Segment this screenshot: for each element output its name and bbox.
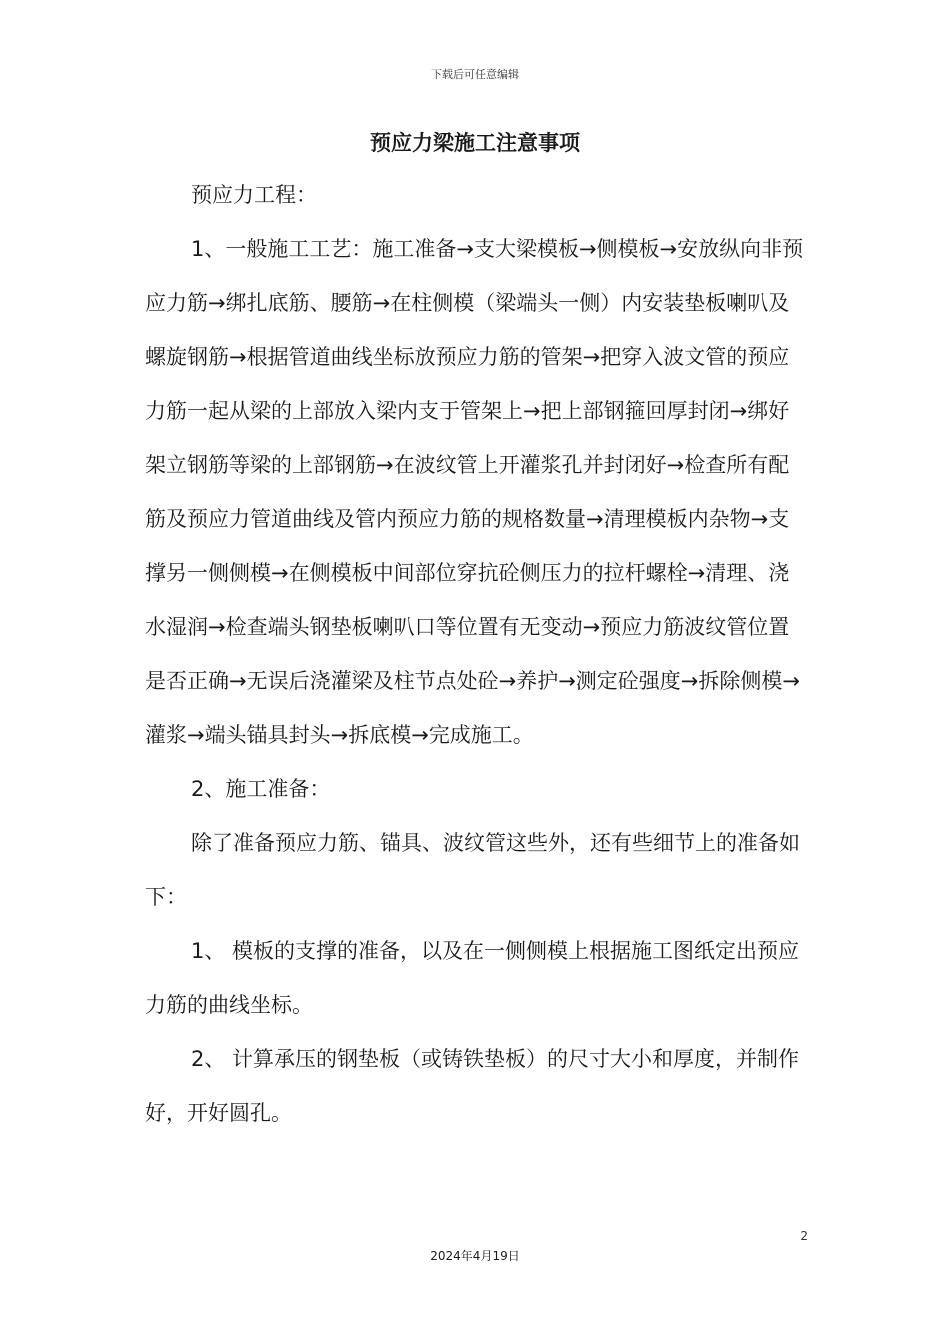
paragraph-prestress-engineering: 预应力工程： <box>191 183 317 207</box>
footer-date: 2024年4月19日 <box>430 1249 520 1263</box>
paragraph-preparation-intro: 除了准备预应力筋、锚具、波纹管这些外，还有些细节上的准备如下： <box>145 831 800 909</box>
paragraph-formwork-support: 1、 模板的支撑的准备，以及在一侧侧模上根据施工图纸定出预应力筋的曲线坐标。 <box>145 939 800 1017</box>
paragraph-construction-preparation: 2、施工准备： <box>191 777 331 801</box>
header-note: 下载后可任意编辑 <box>431 68 519 81</box>
document-title: 预应力梁施工注意事项 <box>370 131 580 155</box>
page-number: 2 <box>800 1229 808 1243</box>
paragraph-bearing-plate: 2、 计算承压的钢垫板（或铸铁垫板）的尺寸大小和厚度，并制作好，开好圆孔。 <box>145 1047 800 1125</box>
paragraph-construction-process: 1、一般施工工艺：施工准备→支大梁模板→侧模板→安放纵向非预应力筋→绑扎底筋、腰筋→在柱侧模（梁端头一侧）内安装垫板喇叭及螺旋钢筋→根据管道曲线坐标放预应力筋的管架→把穿入波文管的预应力筋一起从梁的上部放入梁内支于管架上→把上部钢箍回厚封闭→绑好架立钢筋等梁的上部钢筋→在波纹管上开灌浆孔并封闭好→检查所有配筋及预应力管道曲线及管内预应力筋的规格数量→清理模板内杂物→支撑另一侧侧模→在侧模板中间部位穿抗砼侧压力的拉杆螺栓→清理、浇水湿润→检查端头钢垫板喇叭口等位置有无变动→预应力筋波纹管位置是否正确→无误后浇灌梁及柱节点处砼→养护→测定砼强度→拆除侧模→灌浆→端头锚具封头→拆底模→完成施工。 <box>145 237 804 747</box>
document-body <box>145 168 805 1140</box>
